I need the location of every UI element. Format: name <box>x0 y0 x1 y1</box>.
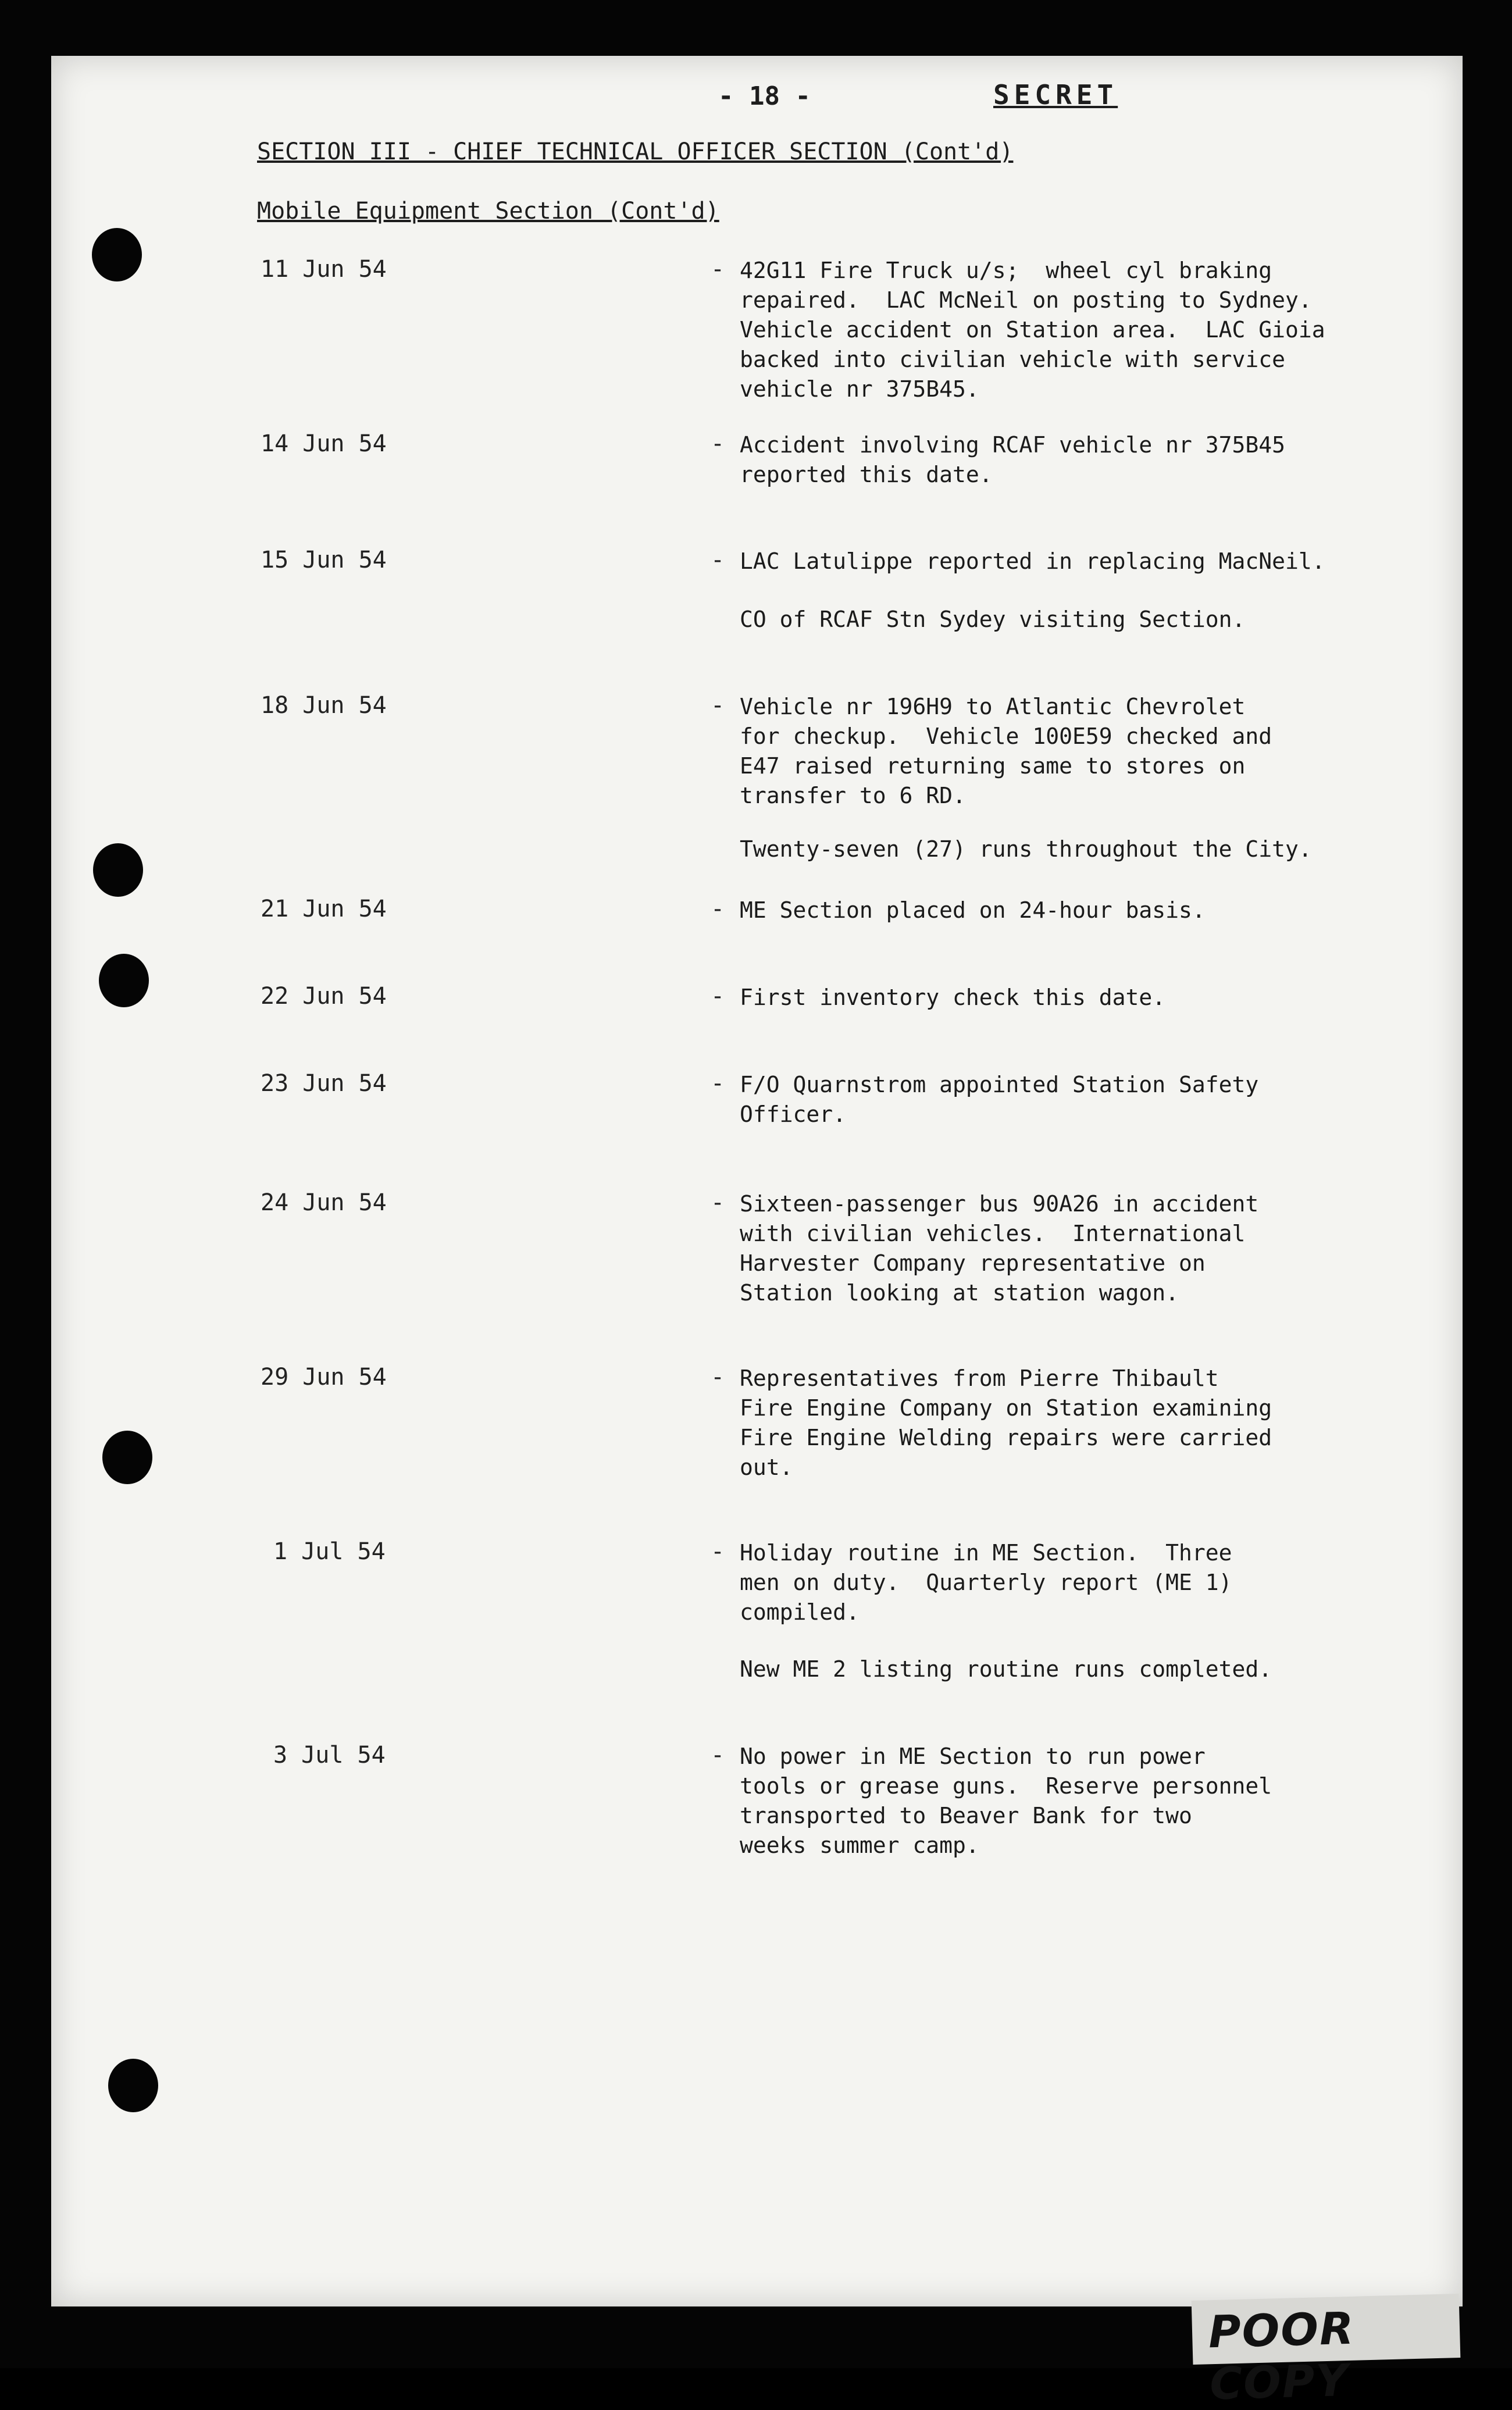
entry-dash: - <box>711 1070 725 1097</box>
entry-text: Holiday routine in ME Section. Three men on duty. Quarterly report (ME 1) compiled. <box>740 1540 1232 1625</box>
entry-text: Accident involving RCAF vehicle nr 375B45 reported this date. <box>740 432 1285 487</box>
poor-copy-stamp <box>1192 2294 1461 2410</box>
entry-text: First inventory check this date. <box>740 985 1166 1010</box>
entry-date: 1 Jul 54 <box>273 1538 386 1565</box>
entry-text: ME Section placed on 24-hour basis. <box>740 897 1206 923</box>
entry-dash: - <box>711 1538 725 1565</box>
punch-hole <box>99 954 149 1007</box>
entry-dash: - <box>711 547 725 573</box>
entry-dash: - <box>711 1742 725 1769</box>
entry-date: 21 Jun 54 <box>261 896 387 922</box>
entry-text: Twenty-seven (27) runs throughout the City. <box>740 836 1312 862</box>
subsection-title: Mobile Equipment Section (Cont'd) <box>257 198 719 224</box>
entry-date: 24 Jun 54 <box>261 1189 387 1216</box>
punch-hole <box>92 228 142 281</box>
entry-date: 29 Jun 54 <box>261 1364 387 1391</box>
punch-hole <box>102 1431 152 1484</box>
entry-date: 3 Jul 54 <box>273 1742 386 1769</box>
stamp-text: POOR COPY <box>1207 2302 1356 2410</box>
entry-text: Vehicle nr 196H9 to Atlantic Chevrolet for checkup. Vehicle 100E59 checked and E47 raised returning same to stores on transfer to 6 RD. <box>740 694 1272 808</box>
entry-date: 22 Jun 54 <box>261 983 387 1010</box>
punch-hole <box>93 843 143 897</box>
page-number: - 18 - <box>718 81 811 111</box>
entry-dash: - <box>711 896 725 922</box>
entry-dash: - <box>711 1364 725 1391</box>
entry-date: 23 Jun 54 <box>261 1070 387 1097</box>
classification-marking: SECRET <box>993 79 1118 110</box>
entry-text: Sixteen-passenger bus 90A26 in accident with civilian vehicles. International Harvester Company representative on Station looking at station wagon. <box>740 1191 1259 1306</box>
punch-hole <box>108 2059 158 2112</box>
entry-date: 15 Jun 54 <box>261 547 387 573</box>
entry-dash: - <box>711 692 725 719</box>
entry-text: Representatives from Pierre Thibault Fire Engine Company on Station examining Fire Engine Welding repairs were carried out. <box>740 1366 1272 1480</box>
entry-text: New ME 2 listing routine runs completed. <box>740 1656 1272 1682</box>
entry-dash: - <box>711 1189 725 1216</box>
entry-date: 14 Jun 54 <box>261 430 387 457</box>
section-title: SECTION III - CHIEF TECHNICAL OFFICER SECTION (Cont'd) <box>257 138 1014 165</box>
entry-date: 11 Jun 54 <box>261 256 387 283</box>
entry-text: No power in ME Section to run power tools or grease guns. Reserve personnel transported to Beaver Bank for two weeks summer camp. <box>740 1744 1272 1858</box>
entry-date: 18 Jun 54 <box>261 692 387 719</box>
entry-dash: - <box>711 430 725 457</box>
entry-text: F/O Quarnstrom appointed Station Safety Officer. <box>740 1072 1259 1127</box>
entry-text: 42G11 Fire Truck u/s; wheel cyl braking repaired. LAC McNeil on posting to Sydney. Vehicle accident on Station area. LAC Gioia backed into civilian vehicle with service vehicle nr 375B45. <box>740 258 1325 402</box>
entry-dash: - <box>711 256 725 283</box>
entry-text: CO of RCAF Stn Sydey visiting Section. <box>740 607 1246 632</box>
entry-dash: - <box>711 983 725 1010</box>
entry-text: LAC Latulippe reported in replacing MacNeil. <box>740 548 1325 574</box>
